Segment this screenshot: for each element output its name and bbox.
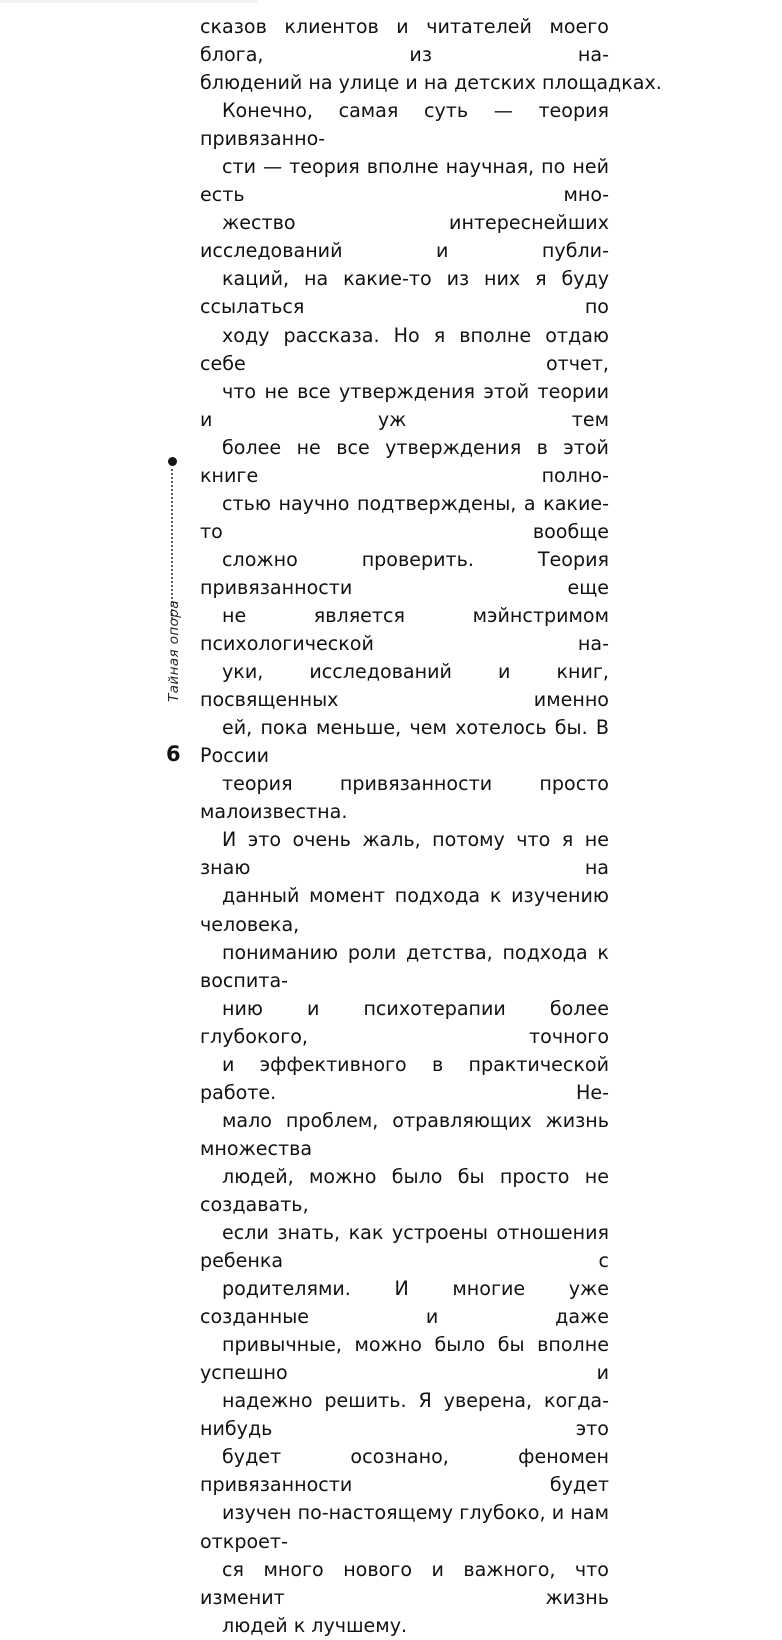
- text-line: мало проблем, отравляющих жизнь множества: [200, 1108, 610, 1160]
- paragraph: [200, 13, 662, 97]
- page-number: 6: [166, 742, 181, 766]
- text-line: надежно решить. Я уверена, когда-нибудь это: [200, 1389, 610, 1441]
- text-line: жество интереснейших исследований и публи-: [200, 211, 609, 263]
- paragraph: [200, 97, 609, 1640]
- text-line: родителями. И многие уже созданные и даже: [200, 1277, 609, 1329]
- text-line: ся много нового и важного, что изменит жизнь: [200, 1557, 609, 1609]
- text-line: пониманию роли детства, подхода к воспита-: [200, 940, 609, 992]
- text-line: привычные, можно было бы вполне успешно и: [200, 1333, 609, 1385]
- text-line: что не все утверждения этой теории и уж тем: [200, 379, 609, 431]
- text-line: не является мэйнстримом психологической на-: [200, 603, 609, 656]
- text-line: если знать, как устроены отношения ребенка с: [200, 1221, 609, 1273]
- text-line: уки, исследований и книг, посвященных именно: [200, 660, 609, 712]
- text-line: ей, пока меньше, чем хотелось бы. В России: [200, 716, 610, 768]
- text-line: людей к лучшему.: [222, 1613, 408, 1637]
- text-line: изучен по-настоящему глубоко, и нам откроет-: [200, 1501, 610, 1553]
- text-line: Конечно, самая суть — теория привязанно-: [200, 99, 610, 151]
- text-line: и эффективного в практической работе. Не-: [200, 1052, 609, 1104]
- text-line: стью научно подтверждены, а какие-то вообще: [200, 491, 609, 543]
- body-text-column: [200, 13, 662, 1640]
- text-line: людей, можно было бы просто не создавать,: [200, 1164, 610, 1216]
- text-line: более не все утверждения в этой книге полно-: [200, 435, 609, 487]
- text-line: данный момент подхода к изучению человека,: [200, 884, 609, 936]
- bullet-dot-icon: [168, 457, 177, 466]
- text-line: нию и психотерапии более глубокого, точного: [200, 996, 610, 1048]
- text-line: сказов клиентов и читателей моего блога, из на-: [200, 15, 609, 67]
- text-line: И это очень жаль, потому что я не знаю на: [200, 828, 609, 880]
- text-line: сти — теория вполне научная, по ней есть мно-: [200, 155, 609, 207]
- text-line: будет осознано, феномен привязанности будет: [200, 1445, 609, 1497]
- running-head-label: Тайная опора: [166, 600, 182, 702]
- text-line: сложно проверить. Теория привязанности еще: [200, 547, 609, 599]
- text-line: ходу рассказа. Но я вполне отдаю себе отчет,: [200, 323, 609, 375]
- text-line: каций, на какие-то из них я буду ссылаться по: [200, 267, 610, 319]
- text-line: теория привязанности просто малоизвестна.: [200, 772, 609, 824]
- text-line: блюдений на улице и на детских площадках.: [200, 71, 662, 95]
- margin-running-head-rail: [160, 455, 190, 735]
